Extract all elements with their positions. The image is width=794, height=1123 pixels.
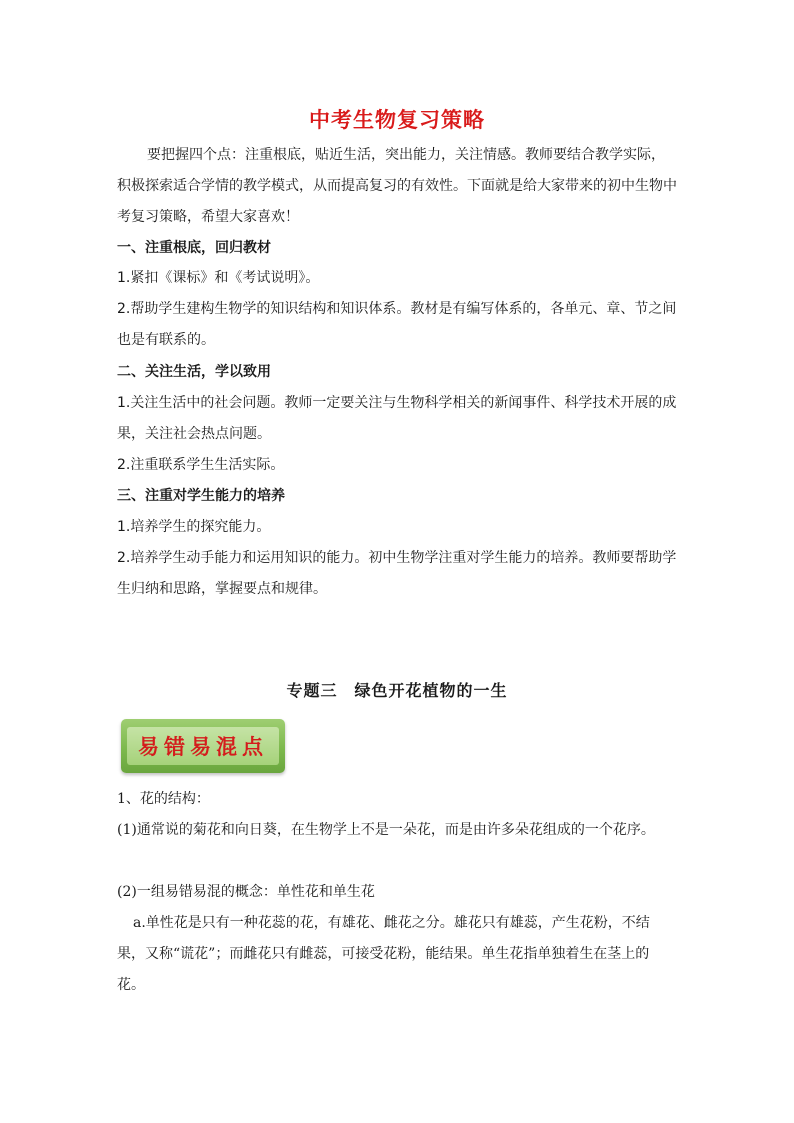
error-prone-banner: [121, 719, 285, 773]
topic-title: 专题三 绿色开花植物的一生: [286, 681, 508, 700]
section-heading: 二、关注生活，学以致用: [117, 364, 271, 380]
section-heading: 一、注重根底，回归教材: [117, 240, 271, 256]
banner-label: 易错易混点: [127, 727, 279, 765]
topic-line: 1、花的结构：: [117, 791, 210, 807]
section-heading: 三、注重对学生能力的培养: [117, 488, 285, 504]
section-item: 2.帮助学生建构生物学的知识结构和知识体系。教材是有编写体系的，各单元、章、节之间也是有联系的。: [117, 301, 677, 348]
intro-paragraph: 要把握四个点：注重根底，贴近生活，突出能力，关注情感。教师要结合教学实际，积极探索适合学情的教学模式，从而提高复习的有效性。下面就是给大家带来的初中生物中考复习策略，希望大家喜欢！: [117, 147, 677, 225]
section-item: 1.关注生活中的社会问题。教师一定要关注与生物科学相关的新闻事件、科学技术开展的成果，关注社会热点问题。: [117, 395, 677, 442]
section-item: 2.培养学生动手能力和运用知识的能力。初中生物学注重对学生能力的培养。教师要帮助学生归纳和思路，掌握要点和规律。: [117, 550, 677, 597]
section-item: 2.注重联系学生生活实际。: [117, 457, 285, 473]
topic-line: (1)通常说的菊花和向日葵，在生物学上不是一朵花，而是由许多朵花组成的一个花序。: [117, 822, 655, 838]
topic-line: (2)一组易错易混的概念：单性花和单生花: [117, 884, 375, 900]
topic-line: a.单性花是只有一种花蕊的花，有雄花、雌花之分。雄花只有雄蕊，产生花粉，不结果，又称“谎花”；而雌花只有雌蕊，可接受花粉，能结果。单生花指单独着生在茎上的花。: [117, 915, 650, 993]
document-title: 中考生物复习策略: [309, 108, 485, 132]
section-item: 1.培养学生的探究能力。: [117, 519, 271, 535]
section-item: 1.紧扣《课标》和《考试说明》。: [117, 270, 320, 286]
